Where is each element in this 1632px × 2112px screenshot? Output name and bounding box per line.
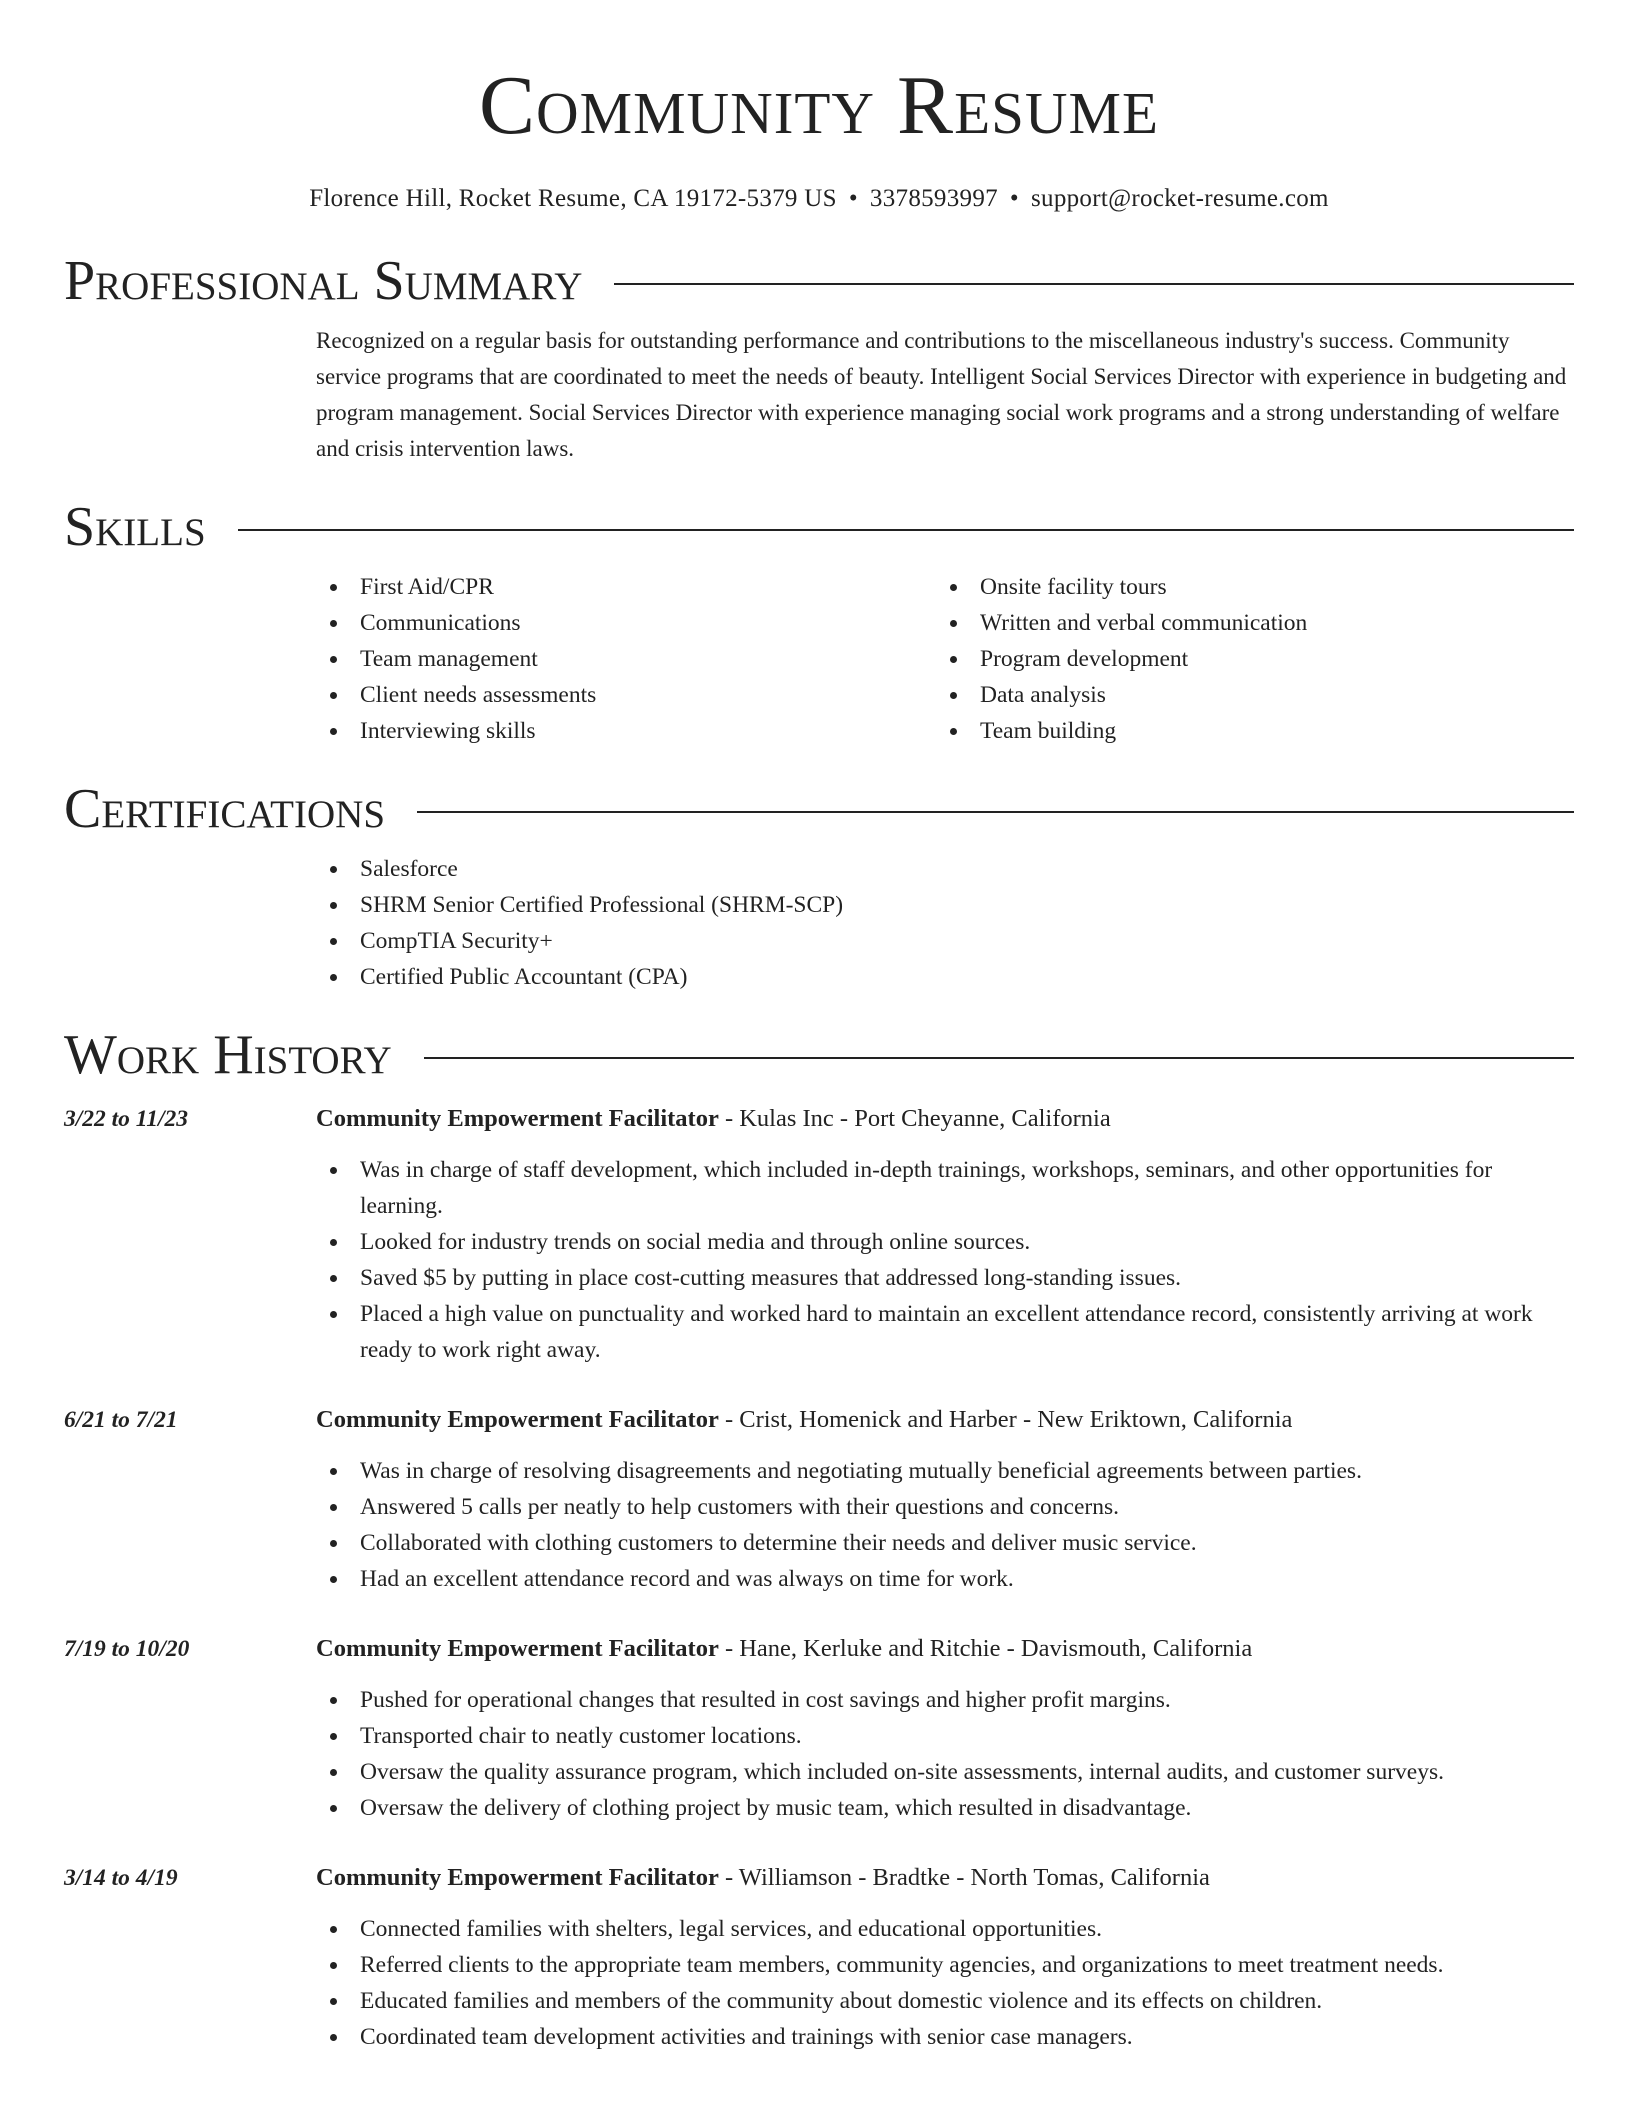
job-entry xyxy=(64,1631,1574,1826)
certification-item: Salesforce xyxy=(316,851,1574,887)
job-employer: - Crist, Homenick and Harber - New Eriktown, California xyxy=(718,1406,1293,1433)
skill-item: Team building xyxy=(936,713,1556,749)
job-bullet: Pushed for operational changes that resulted in cost savings and higher profit margins. xyxy=(316,1682,1574,1718)
job-bullet: Oversaw the delivery of clothing project by music team, which resulted in disadvantage. xyxy=(316,1790,1574,1826)
job-bullet: Transported chair to neatly customer locations. xyxy=(316,1718,1574,1754)
job-title: Community Empowerment Facilitator xyxy=(316,1105,719,1132)
job-title-line xyxy=(316,1860,1574,1896)
job-title-line xyxy=(316,1402,1574,1438)
job-title-line xyxy=(316,1631,1574,1667)
contact-phone: 3378593997 xyxy=(869,185,998,212)
work-history-section-header xyxy=(64,1024,1574,1086)
resume-page xyxy=(64,0,1574,2055)
certification-item: Certified Public Accountant (CPA) xyxy=(316,959,1574,995)
contact-address: Florence Hill, Rocket Resume, CA 19172-5379 US xyxy=(309,185,837,212)
job-entry xyxy=(64,1101,1574,1368)
certifications-section-header xyxy=(64,778,1574,840)
skill-item: Onsite facility tours xyxy=(936,569,1556,605)
skills-heading: Skills xyxy=(64,496,206,558)
skill-item: Interviewing skills xyxy=(316,713,936,749)
skill-item: Client needs assessments xyxy=(316,677,936,713)
certifications-heading: Certifications xyxy=(64,778,386,840)
job-title: Community Empowerment Facilitator xyxy=(316,1406,719,1433)
job-bullets xyxy=(316,1152,1574,1368)
job-bullets xyxy=(316,1453,1574,1597)
skill-item: Program development xyxy=(936,641,1556,677)
contact-separator: • xyxy=(1009,185,1019,212)
job-title: Community Empowerment Facilitator xyxy=(316,1635,719,1662)
job-bullet: Coordinated team development activities and trainings with senior case managers. xyxy=(316,2019,1574,2055)
job-details xyxy=(316,1402,1574,1597)
job-bullet: Connected families with shelters, legal services, and educational opportunities. xyxy=(316,1911,1574,1947)
skill-item: First Aid/CPR xyxy=(316,569,936,605)
skill-item: Communications xyxy=(316,605,936,641)
job-bullet: Placed a high value on punctuality and worked hard to maintain an excellent attendance record, consistently arriving at work ready to work right away. xyxy=(316,1296,1574,1368)
job-bullets xyxy=(316,1911,1574,2055)
contact-email: support@rocket-resume.com xyxy=(1030,185,1329,212)
job-employer: - Hane, Kerluke and Ritchie - Davismouth, California xyxy=(718,1635,1253,1662)
section-divider xyxy=(424,1057,1574,1059)
skills-column-left xyxy=(316,569,936,749)
job-entry xyxy=(64,1860,1574,2055)
job-bullet: Educated families and members of the community about domestic violence and its effects on children. xyxy=(316,1983,1574,2019)
skills-column-right xyxy=(936,569,1556,749)
job-employer: - Williamson - Bradtke - North Tomas, California xyxy=(718,1864,1210,1891)
job-dates: 3/14 to 4/19 xyxy=(64,1865,178,1891)
skill-item: Team management xyxy=(316,641,936,677)
summary-heading: Professional Summary xyxy=(64,250,583,312)
job-dates: 6/21 to 7/21 xyxy=(64,1407,178,1433)
job-bullet: Oversaw the quality assurance program, which included on-site assessments, internal audits, and customer surveys. xyxy=(316,1754,1574,1790)
skill-item: Written and verbal communication xyxy=(936,605,1556,641)
work-history-heading: Work History xyxy=(64,1024,392,1086)
job-details xyxy=(316,1860,1574,2055)
job-bullet: Looked for industry trends on social media and through online sources. xyxy=(316,1224,1574,1260)
summary-section-header xyxy=(64,250,1574,312)
job-details xyxy=(316,1101,1574,1368)
job-bullet: Answered 5 calls per neatly to help customers with their questions and concerns. xyxy=(316,1489,1574,1525)
summary-text: Recognized on a regular basis for outstanding performance and contributions to the miscellaneous industry's success. Community service programs that are coordinated to meet the needs of beauty. Intelligent Social Services Director with experience in budgeting and program management. Social Services Director with experience managing social work programs and a strong understanding of welfare and crisis intervention laws. xyxy=(316,328,1567,461)
job-bullets xyxy=(316,1682,1574,1826)
job-bullet: Was in charge of resolving disagreements and negotiating mutually beneficial agreements between parties. xyxy=(316,1453,1574,1489)
job-bullet: Saved $5 by putting in place cost-cutting measures that addressed long-standing issues. xyxy=(316,1260,1574,1296)
job-title: Community Empowerment Facilitator xyxy=(316,1864,719,1891)
job-dates: 3/22 to 11/23 xyxy=(64,1106,189,1132)
contact-line xyxy=(64,186,1574,211)
job-bullet: Had an excellent attendance record and was always on time for work. xyxy=(316,1561,1574,1597)
job-dates: 7/19 to 10/20 xyxy=(64,1636,190,1662)
skills-section-header xyxy=(64,496,1574,558)
job-employer: - Kulas Inc - Port Cheyanne, California xyxy=(718,1105,1111,1132)
job-details xyxy=(316,1631,1574,1826)
section-divider xyxy=(238,529,1574,531)
certifications-list xyxy=(316,851,1574,995)
job-bullet: Collaborated with clothing customers to determine their needs and deliver music service. xyxy=(316,1525,1574,1561)
job-bullet: Was in charge of staff development, which included in-depth trainings, workshops, seminars, and other opportunities for learning. xyxy=(316,1152,1574,1224)
resume-title: Community Resume xyxy=(478,59,1160,152)
section-divider xyxy=(614,283,1574,285)
certifications-bullets xyxy=(316,851,1574,995)
job-bullet: Referred clients to the appropriate team members, community agencies, and organizations to meet treatment needs. xyxy=(316,1947,1574,1983)
summary-body xyxy=(316,323,1574,467)
certification-item: CompTIA Security+ xyxy=(316,923,1574,959)
job-title-line xyxy=(316,1101,1574,1137)
skills-list xyxy=(316,569,1574,749)
job-entry xyxy=(64,1402,1574,1597)
certification-item: SHRM Senior Certified Professional (SHRM-SCP) xyxy=(316,887,1574,923)
section-divider xyxy=(417,811,1574,813)
contact-separator: • xyxy=(848,185,858,212)
skill-item: Data analysis xyxy=(936,677,1556,713)
